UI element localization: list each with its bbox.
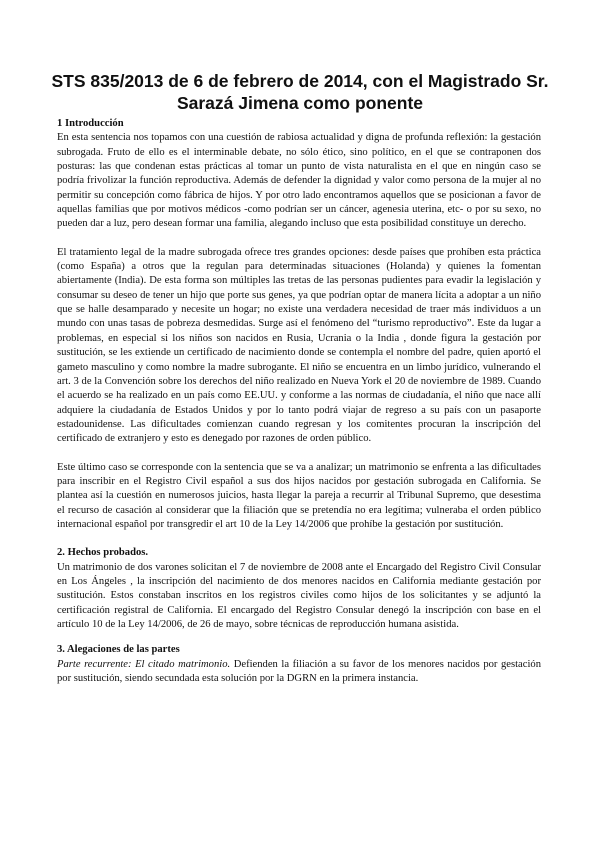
alegaciones-text: Defienden la filiación a su favor de los menores nacidos por gestación por sustitución, siendo secundada esta solución por la DGRN en la primera instancia. — [57, 658, 541, 685]
document-title: STS 835/2013 de 6 de febrero de 2014, con el Magistrado Sr. Sarazá Jimena como ponente — [51, 71, 549, 113]
document-body — [57, 117, 541, 686]
parte-recurrente-label: Parte recurrente: El citado matrimonio. — [57, 658, 231, 670]
intro-paragraph-3: Este último caso se corresponde con la sentencia que se va a analizar; un matrimonio se enfrenta a las dificultades para inscribir en el Registro Civil español a sus dos hijos nacidos por gestación subrogada en California. Se plantea así la cuestión en numerosos juicios, hasta llegar la pareja a recurrir al Tribunal Supremo, que desestima el recurso de casación al considerar que la filiación que se pretendía no era legítima; vulneraba el orden público internacional español por transgredir el art 10 de la Ley 14/2006 que prohíbe la gestación por sustitución. — [57, 461, 541, 530]
intro-paragraph-1: En esta sentencia nos topamos con una cuestión de rabiosa actualidad y digna de profunda reflexión: la gestación subrogada. Fruto de ello es el interminable debate, no sólo ético, sino político, en el que se contraponen dos posturas: las que condenan estas prácticas al tomar un punto de vista naturalista en el que en ningún caso se podría frivolizar la función reproductiva. Además de defender la dignidad y valor como persona de la mujer al no permitir su concepción como fábrica de hijos. Y por otro lado encontramos aquellos que se posicionan a favor de aquellas familias que por motivos médicos -como podrían ser un cáncer, agenesia uterina, etc- o por su sexo, no pueden dar a luz, pero desean formar una familia, alegando incluso que esta posibilidad constituye un derecho. — [57, 132, 541, 230]
section-heading-alegaciones: 3. Alegaciones de las partes — [57, 644, 180, 656]
section-heading-introduccion: 1 Introducción — [57, 118, 124, 129]
hechos-paragraph-1: Un matrimonio de dos varones solicitan el 7 de noviembre de 2008 ante el Encargado del Registro Civil Consular en Los Ángeles , la inscripción del nacimiento de dos menores nacidos en California mediante gestación por sustitución. Estos constaban inscritos en los registros civiles como hijos de los solicitantes y se adjuntó la certificación registral de California. El encargado del Registro Consular denegó la inscripción con base en el artículo 10 de la Ley 14/2006, de 26 de mayo, sobre técnicas de reproducción humana asistida. — [57, 561, 541, 630]
alegaciones-paragraph-1 — [57, 658, 541, 687]
intro-paragraph-2: El tratamiento legal de la madre subrogada ofrece tres grandes opciones: desde países que prohíben esta práctica (como España) a otros que la regulan para determinadas situaciones (Holanda) y quienes la fomentan abiertamente (India). De esta forma son múltiples las tretas de las personas pudientes para evadir la legislación y consumar su deseo de tener un hijo que porte sus genes, ya que podrían optar de manera lícita a adoptar a un niño que se halle desamparado y necesite un hogar; no existe una verdadera necesidad de traer más individuos a un mundo con unas tasas de pobreza desmedidas. Surge así el fenómeno del “turismo reproductivo”. Este da lugar a problemas, en especial si los niños son nacidos en Rusia, Ucrania o la India , donde figura la gestación por sustitución, se les extiende un certificado de nacimiento donde se contempla el nombre del padre, quien aportó el gameto masculino y como nombre la madre subrogante. El niño se encuentra en un limbo jurídico, vulnerando el art. 3 de la Convención sobre los derechos del niño realizado en Nueva York el 20 de noviembre de 1989. Cuando el acuerdo se ha realizado en un país como EE.UU. y conforme a las normas de ciudadanía, el niño que nace allí adquiere la ciudadanía de Estados Unidos y por lo tanto podrá viajar de regreso a su país con un pasaporte estadounidense. Las dificultades comienzan cuando regresan y los comitentes procuran la inscripción del certificado de extranjero y esto es denegado por razones de orden público. — [57, 246, 541, 445]
section-heading-hechos: 2. Hechos probados. — [57, 547, 149, 559]
